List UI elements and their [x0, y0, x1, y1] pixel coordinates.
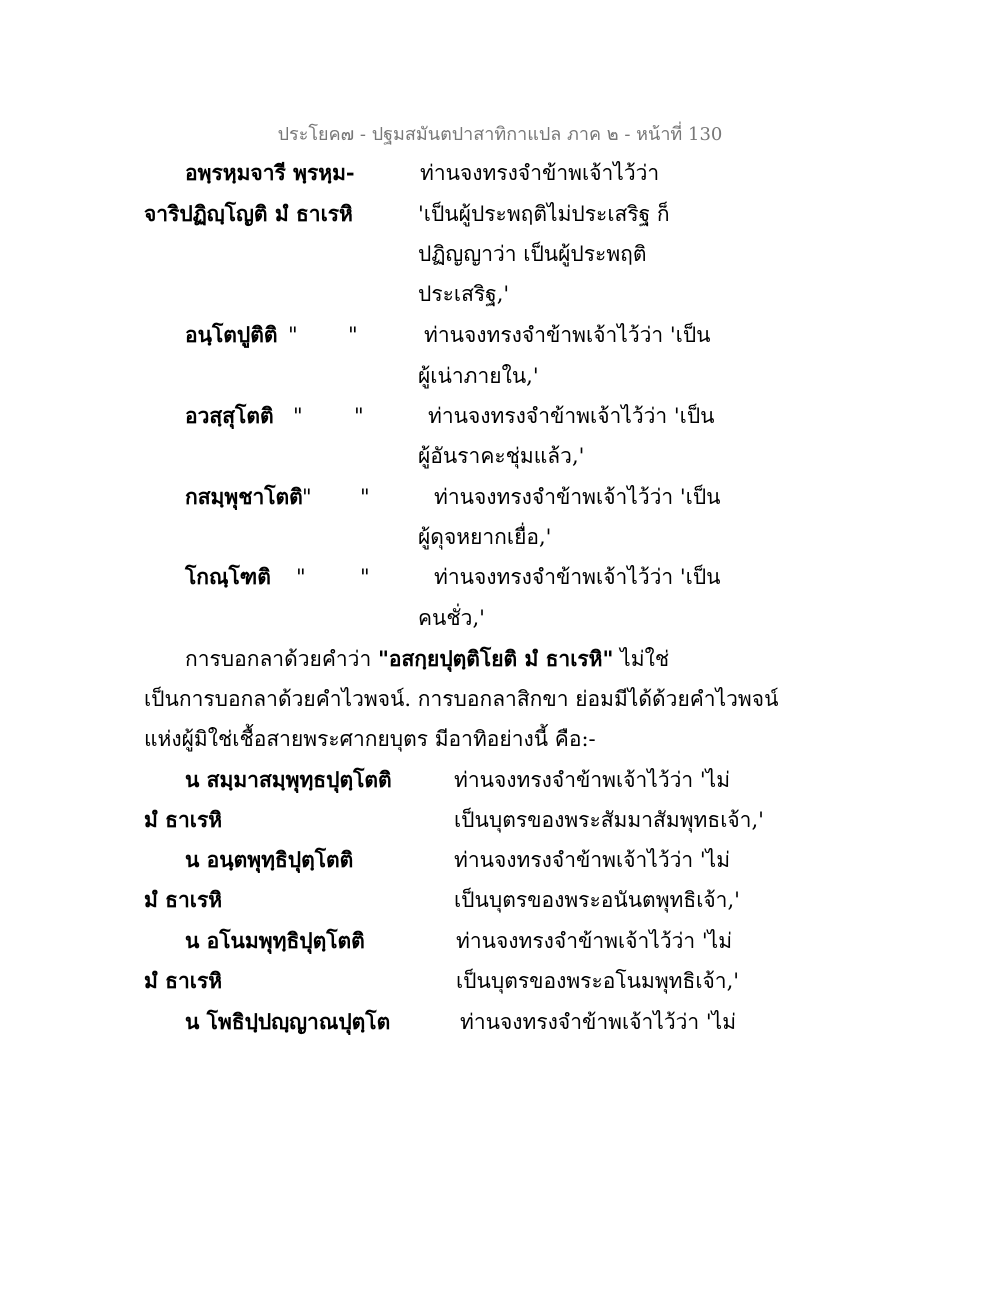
thai-translation-line: คนชั่ว,' [418, 606, 485, 630]
thai-translation-line: ท่านจงทรงจำข้าพเจ้าไว้ว่า 'ไม่ [456, 929, 733, 953]
thai-translation-line: เป็นบุตรของพระอนันตพุทธิเจ้า,' [454, 888, 740, 912]
pali-term-continued: จาริปฏิญฺโญติ มํ ธาเรหิ [144, 201, 353, 226]
ditto-mark: " [360, 485, 370, 509]
thai-translation-line: ผู้ดุจหยากเยื่อ,' [418, 525, 552, 549]
thai-translation-line: ผู้อันราคะชุ่มแล้ว,' [418, 444, 585, 468]
pali-term: น อนฺตพุทฺธิปุตฺโตติ [185, 847, 354, 872]
paragraph-line [185, 645, 669, 673]
paragraph-text: ไม่ใช่ [613, 647, 670, 671]
thai-translation-line: ท่านจงทรงจำข้าพเจ้าไว้ว่า 'ไม่ [454, 848, 731, 872]
pali-term: กสมฺพุชาโตติ [185, 484, 303, 509]
ditto-mark: " [296, 565, 306, 589]
thai-translation-line: ท่านจงทรงจำข้าพเจ้าไว้ว่า 'ไม่ [454, 768, 731, 792]
pali-term: อพฺรหฺมจารี พฺรหฺม- [185, 160, 355, 185]
thai-translation-line: เป็นบุตรของพระสัมมาสัมพุทธเจ้า,' [454, 808, 764, 832]
thai-translation-line: เป็นบุตรของพระอโนมพุทธิเจ้า,' [456, 969, 740, 993]
thai-translation-line: ปฏิญญาว่า เป็นผู้ประพฤติ [418, 242, 647, 266]
pali-term: น อโนมพุทฺธิปุตฺโตติ [185, 928, 365, 953]
pali-term: น โพธิปฺปญฺญาณปุตฺโต [185, 1009, 391, 1034]
running-header: ประโยค๗ - ปฐมสมันตปาสาทิกาแปล ภาค ๒ - หน้าที่ 130 [277, 124, 723, 145]
ditto-mark: " [354, 404, 364, 428]
thai-translation-line: ท่านจงทรงจำข้าพเจ้าไว้ว่า 'เป็น [424, 323, 711, 347]
ditto-mark: " [302, 485, 312, 509]
thai-translation-line: 'เป็นผู้ประพฤติไม่ประเสริฐ ก็ [418, 202, 670, 226]
thai-translation-line: ท่านจงทรงจำข้าพเจ้าไว้ว่า [420, 161, 660, 185]
pali-term-continued: มํ ธาเรหิ [144, 887, 223, 912]
pali-term: น สมฺมาสมฺพุทฺธปุตฺโตติ [185, 767, 392, 792]
thai-translation-line: ผู้เน่าภายใน,' [418, 364, 539, 388]
ditto-mark: " [293, 404, 303, 428]
thai-translation-line: ท่านจงทรงจำข้าพเจ้าไว้ว่า 'เป็น [428, 404, 715, 428]
pali-term: อนฺโตปูติติ [185, 322, 278, 347]
thai-translation-line: ท่านจงทรงจำข้าพเจ้าไว้ว่า 'เป็น [434, 565, 721, 589]
ditto-mark: " [360, 565, 370, 589]
quoted-pali-phrase: "อสกฺยปุตฺติโยติ มํ ธาเรหิ" [377, 646, 614, 671]
ditto-mark: " [348, 323, 358, 347]
pali-term-continued: มํ ธาเรหิ [144, 968, 223, 993]
thai-translation-line: ประเสริฐ,' [418, 282, 510, 306]
pali-term: โกณฺโฑติ [185, 564, 271, 589]
paragraph-text: การบอกลาด้วยคำว่า [185, 647, 378, 671]
paragraph-line: แห่งผู้มิใช่เชื้อสายพระศากยบุตร มีอาทิอย่างนี้ คือ:- [144, 727, 596, 751]
pali-term: อวสฺสุโตติ [185, 403, 274, 428]
paragraph-line: เป็นการบอกลาด้วยคำไวพจน์. การบอกลาสิกขา ย่อมมีได้ด้วยคำไวพจน์ [144, 687, 779, 711]
ditto-mark: " [288, 323, 298, 347]
thai-translation-line: ท่านจงทรงจำข้าพเจ้าไว้ว่า 'ไม่ [460, 1010, 737, 1034]
thai-translation-line: ท่านจงทรงจำข้าพเจ้าไว้ว่า 'เป็น [434, 485, 721, 509]
pali-term-continued: มํ ธาเรหิ [144, 807, 223, 832]
